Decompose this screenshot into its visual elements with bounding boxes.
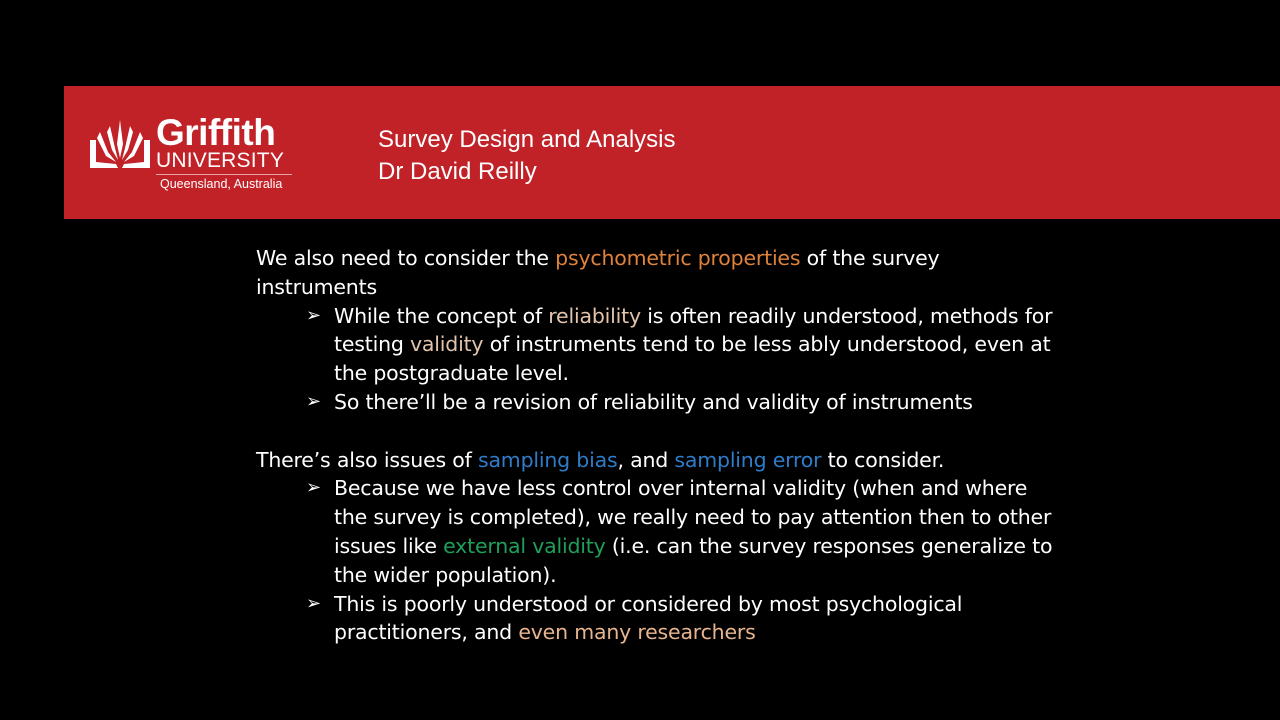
section1-bullets xyxy=(256,302,1056,417)
arrow-bullet-icon: ➢ xyxy=(306,592,321,614)
course-title: Survey Design and Analysis xyxy=(378,126,676,153)
text: This is poorly understood or considered by most psychological practitioners, and xyxy=(334,591,963,645)
highlight-psychometric-properties: psychometric properties xyxy=(555,246,801,270)
arrow-bullet-icon: ➢ xyxy=(306,304,321,326)
bullet-item xyxy=(256,302,1056,388)
highlight-external-validity: external validity xyxy=(443,533,606,558)
griffith-logo-icon xyxy=(88,118,152,174)
text: to consider. xyxy=(821,447,945,472)
section2-intro xyxy=(256,446,1056,475)
arrow-bullet-icon: ➢ xyxy=(306,477,321,499)
logo-name: Griffith xyxy=(156,112,276,153)
highlight-sampling-error: sampling error xyxy=(674,447,822,472)
logo-location: Queensland, Australia xyxy=(160,177,283,191)
slide-body xyxy=(256,244,1056,647)
highlight-validity: validity xyxy=(410,332,484,357)
presenter-name: Dr David Reilly xyxy=(378,158,537,185)
text: So there’ll be a revision of reliability and validity of instruments xyxy=(334,389,973,414)
highlight-sampling-bias: sampling bias xyxy=(477,447,618,472)
logo-subtitle: UNIVERSITY xyxy=(156,149,285,172)
text: is often readily understood, methods for testing xyxy=(334,303,1053,357)
griffith-logo xyxy=(88,114,298,196)
section2-bullets xyxy=(256,474,1056,647)
slide-header xyxy=(378,124,676,188)
highlight-even-many-researchers: even many researchers xyxy=(518,620,756,645)
text: There’s also issues of xyxy=(256,447,478,472)
bullet-item xyxy=(256,590,1056,648)
section1-intro xyxy=(256,244,1056,302)
highlight-reliability: reliability xyxy=(548,303,641,328)
text: While the concept of xyxy=(334,303,549,328)
text: of the survey instruments xyxy=(256,246,940,299)
arrow-bullet-icon: ➢ xyxy=(306,390,321,412)
bullet-item xyxy=(256,388,1056,417)
text: , and xyxy=(617,447,675,472)
text: We also need to consider the xyxy=(256,246,556,270)
spacer xyxy=(256,417,1056,446)
text: Because we have less control over internal validity (when and where the survey is completed), we really need to pay attention then to other issues like xyxy=(334,476,1052,558)
text: (i.e. can the survey responses generalize to the wider population). xyxy=(334,533,1053,587)
header-banner xyxy=(64,86,1280,219)
bullet-item xyxy=(256,474,1056,589)
text: of instruments tend to be less ably understood, even at the postgraduate level. xyxy=(334,332,1051,386)
logo-divider xyxy=(156,174,292,175)
